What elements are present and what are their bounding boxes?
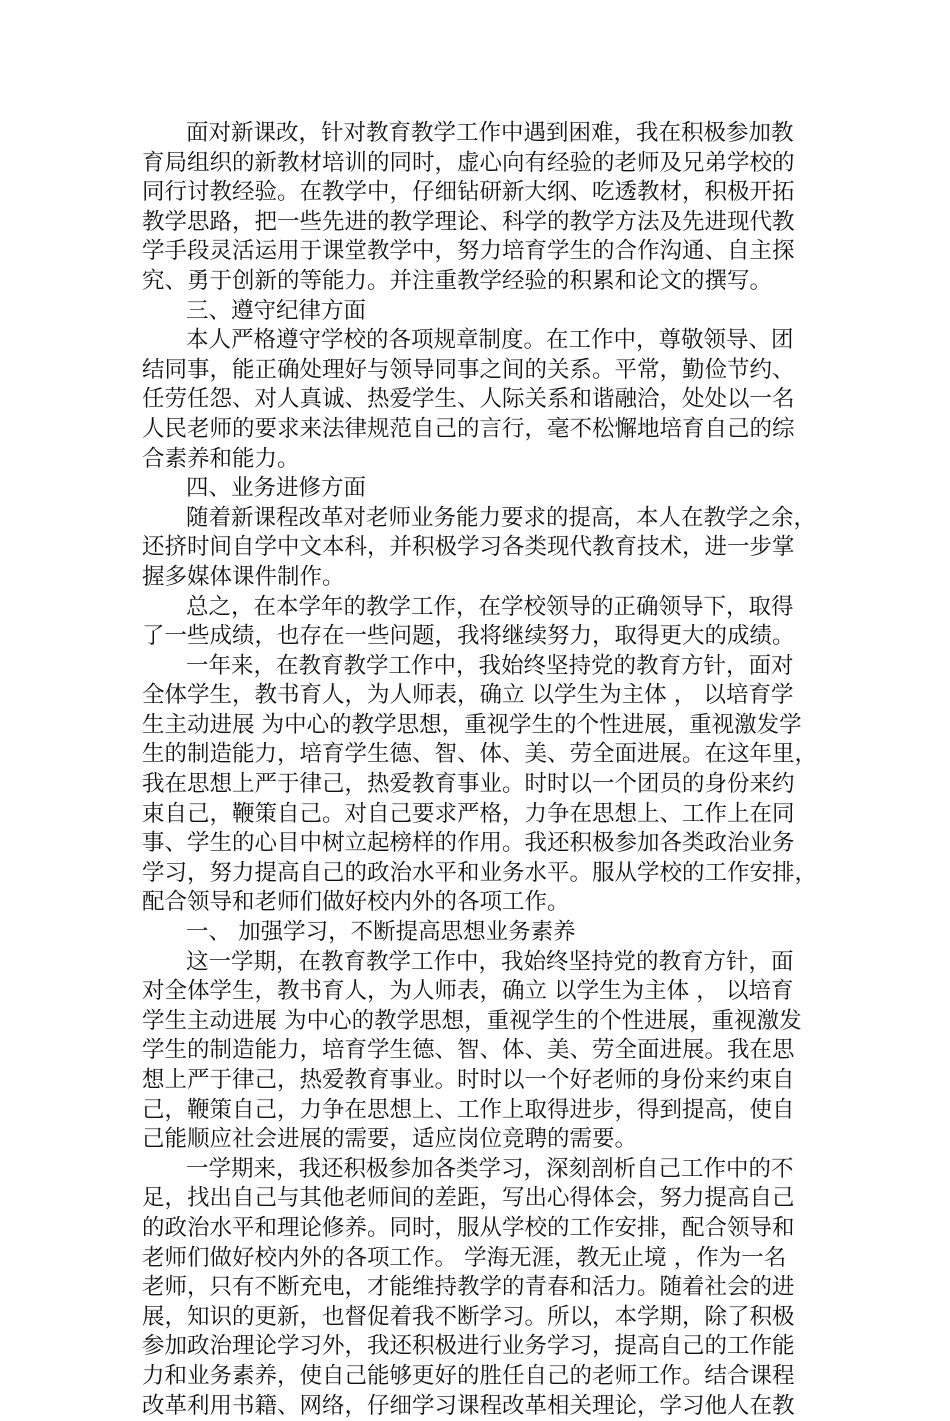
text-line: 本人严格遵守学校的各项规章制度。在工作中，尊敬领导、团	[186, 327, 794, 354]
text-line: 展，知识的更新，也督促着我不断学习。所以，本学期，除了积极	[142, 1303, 795, 1330]
text-line: 这一学期，在教育教学工作中，我始终坚持党的教育方针，面	[186, 948, 794, 975]
text-line: 己，鞭策自己，力争在思想上、工作上取得进步，得到提高，使自	[142, 1096, 795, 1123]
document-body	[142, 119, 832, 1421]
text-line: 还挤时间自学中文本科，并积极学习各类现代教育技术，进一步掌	[142, 534, 795, 561]
text-line: 握多媒体课件制作。	[142, 563, 345, 590]
text-line: 总之，在本学年的教学工作，在学校领导的正确领导下，取得	[186, 593, 794, 620]
text-line: 己能顺应社会进展的需要，适应岗位竞聘的需要。	[142, 1126, 638, 1153]
text-line: 育局组织的新教材培训的同时，虚心向有经验的老师及兄弟学校的	[142, 149, 795, 176]
text-line: 足，找出自己与其他老师间的差距，写出心得体会，努力提高自己	[142, 1185, 795, 1212]
text-line: 改革利用书籍、网络，仔细学习课程改革相关理论，学习他人在教	[142, 1392, 795, 1419]
text-line: 生的制造能力，培育学生德、智、体、美、劳全面进展。在这年里，	[142, 741, 818, 768]
text-line: 力和业务素养，使自己能够更好的胜任自己的老师工作。结合课程	[142, 1362, 795, 1389]
text-line: 一学期来，我还积极参加各类学习，深刻剖析自己工作中的不	[186, 1155, 794, 1182]
text-line: 参加政治理论学习外，我还积极进行业务学习，提高自己的工作能	[142, 1333, 795, 1360]
text-line: 人民老师的要求来法律规范自己的言行，毫不松懈地培育自己的综	[142, 415, 795, 442]
text-line: 教学思路，把一些先进的教学理论、科学的教学方法及先进现代教	[142, 208, 795, 235]
text-line: 束自己，鞭策自己。对自己要求严格，力争在思想上、工作上在同	[142, 800, 795, 827]
text-line: 任劳任怨、对人真诚、热爱学生、人际关系和谐融洽，处处以一名	[142, 386, 795, 413]
text-line: 随着新课程改革对老师业务能力要求的提高，本人在教学之余，	[186, 504, 817, 531]
text-line: 学手段灵活运用于课堂教学中，努力培育学生的合作沟通、自主探	[142, 238, 795, 265]
text-line: 一年来，在教育教学工作中，我始终坚持党的教育方针，面对	[186, 652, 794, 679]
text-line: 配合领导和老师们做好校内外的各项工作。	[142, 889, 570, 916]
text-line: 老师，只有不断充电，才能维持教学的青春和活力。随着社会的进	[142, 1274, 795, 1301]
text-line: 四、业务进修方面	[186, 475, 367, 502]
text-line: 学习，努力提高自己的政治水平和业务水平。服从学校的工作安排，	[142, 859, 818, 886]
text-line: 三、遵守纪律方面	[186, 297, 367, 324]
text-line: 的政治水平和理论修养。同时，服从学校的工作安排，配合领导和	[142, 1214, 795, 1241]
text-line: 学生的制造能力，培育学生德、智、体、美、劳全面进展。我在思	[142, 1037, 795, 1064]
text-line: 面对新课改，针对教育教学工作中遇到困难，我在积极参加教	[186, 120, 794, 146]
text-line: 同行讨教经验。在教学中，仔细钻研新大纲、吃透教材，积极开拓	[142, 179, 795, 206]
text-line: 究、勇于创新的等能力。并注重教学经验的积累和论文的撰写。	[142, 267, 773, 294]
text-line: 生主动进展 为中心的教学思想，重视学生的个性进展，重视激发学	[142, 711, 802, 738]
text-line: 全体学生，教书育人，为人师表，确立 以学生为主体 ， 以培育学	[142, 682, 794, 709]
text-line: 合素养和能力。	[142, 445, 300, 472]
text-line: 我在思想上严于律己，热爱教育事业。时时以一个团员的身份来约	[142, 771, 795, 798]
text-line: 一、 加强学习，不断提高思想业务素养	[186, 919, 576, 946]
text-line: 学生主动进展 为中心的教学思想，重视学生的个性进展，重视激发	[142, 1007, 802, 1034]
text-line: 对全体学生，教书育人，为人师表，确立 以学生为主体 ， 以培育	[142, 978, 794, 1005]
text-line: 结同事，能正确处理好与领导同事之间的关系。平常，勤俭节约、	[142, 356, 795, 383]
text-line: 了一些成绩，也存在一些问题，我将继续努力，取得更大的成绩。	[142, 623, 795, 650]
text-line: 老师们做好校内外的各项工作。 学海无涯，教无止境 ，作为一名	[142, 1244, 787, 1271]
text-line: 事、学生的心目中树立起榜样的作用。我还积极参加各类政治业务	[142, 830, 795, 857]
text-line: 想上严于律己，热爱教育事业。时时以一个好老师的身份来约束自	[142, 1067, 795, 1093]
